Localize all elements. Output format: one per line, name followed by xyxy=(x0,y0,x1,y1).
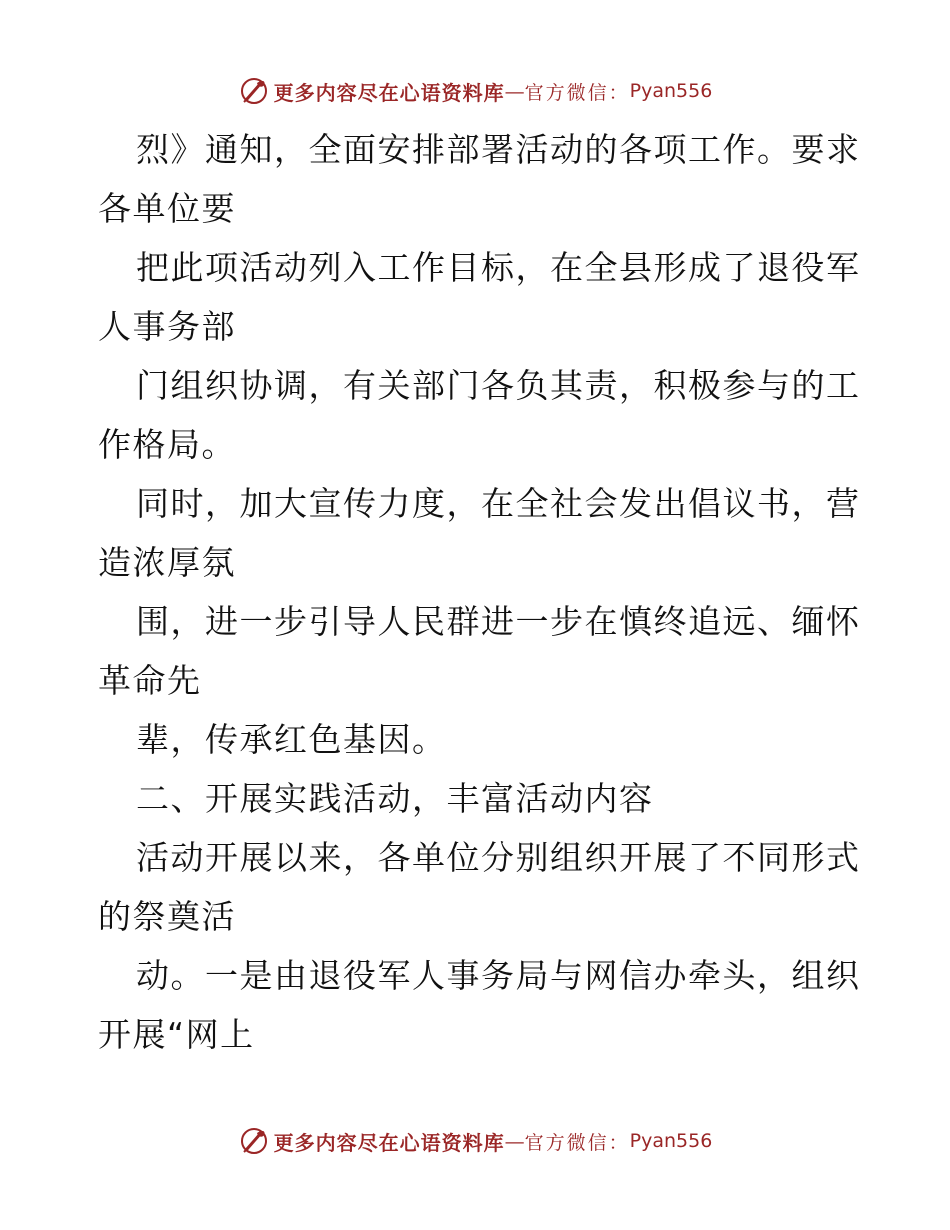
wechat-id: Pyan556 xyxy=(629,80,713,102)
paragraph-line: 各单位要 xyxy=(98,189,236,228)
banner-separator: — xyxy=(504,79,525,103)
paragraph-line: 革命先 xyxy=(98,661,202,700)
official-wechat-label: 官方微信： xyxy=(524,1131,630,1154)
site-promo-text: 更多内容尽在心语资料库 xyxy=(273,1130,505,1155)
header-watermark-banner xyxy=(0,74,950,108)
wechat-id: Pyan556 xyxy=(629,1130,713,1152)
paragraph-line: 把此项活动列入工作目标，在全县形成了退役军 xyxy=(136,248,861,287)
document-body xyxy=(98,120,861,1064)
paragraph-line: 的祭奠活 xyxy=(98,897,236,936)
paragraph-line: 辈，传承红色基因。 xyxy=(136,720,447,759)
paragraph-line: 活动开展以来，各单位分别组织开展了不同形式 xyxy=(136,838,861,877)
paragraph-line: 动。一是由退役军人事务局与网信办牵头，组织 xyxy=(136,956,861,995)
paragraph-line: 人事务部 xyxy=(98,307,236,346)
paragraph-line: 开展“网上 xyxy=(98,1015,255,1054)
site-promo-text: 更多内容尽在心语资料库 xyxy=(273,80,505,105)
paragraph-line: 围，进一步引导人民群进一步在慎终追远、缅怀 xyxy=(136,602,861,641)
paragraph-line: 作格局。 xyxy=(98,425,236,464)
quill-pen-logo-icon xyxy=(238,75,270,107)
paragraph-line: 同时，加大宣传力度，在全社会发出倡议书，营 xyxy=(136,484,861,523)
paragraph-line: 造浓厚氛 xyxy=(98,543,236,582)
paragraph-line: 门组织协调，有关部门各负其责，积极参与的工 xyxy=(136,366,861,405)
banner-separator: — xyxy=(504,1129,525,1153)
official-wechat-label: 官方微信： xyxy=(524,81,630,104)
footer-watermark-banner xyxy=(0,1124,950,1158)
paragraph-line: 烈》通知，全面安排部署活动的各项工作。要求 xyxy=(136,130,861,169)
quill-pen-logo-icon xyxy=(238,1125,270,1157)
section-heading: 二、开展实践活动，丰富活动内容 xyxy=(136,779,654,818)
